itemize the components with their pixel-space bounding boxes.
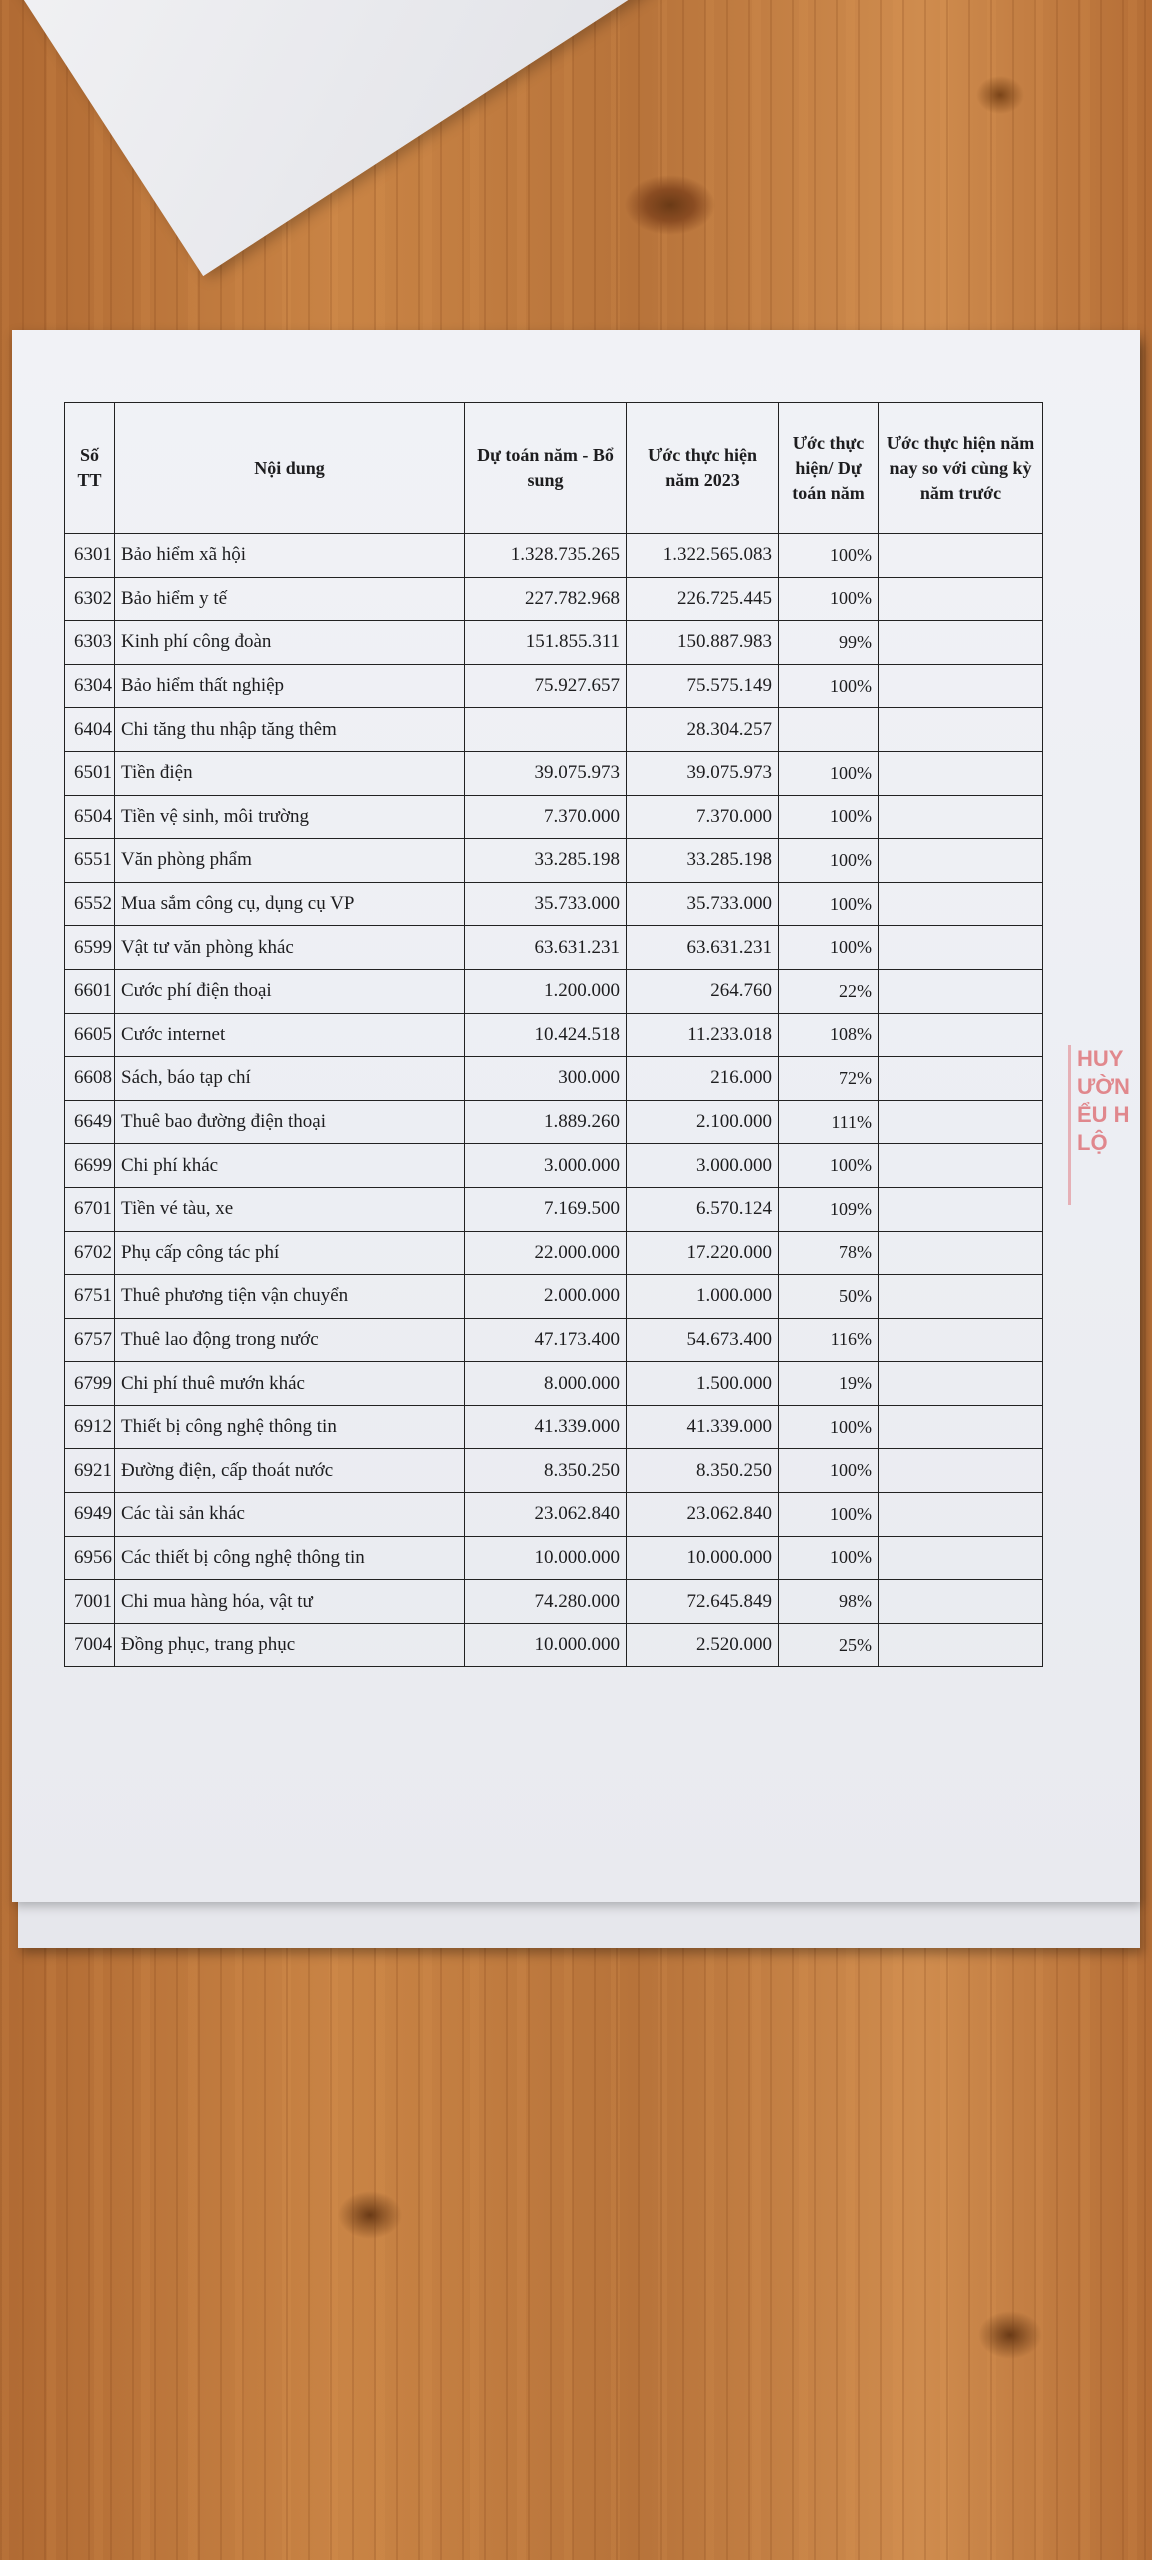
row-ratio: 72% [779,1057,879,1101]
row-content: Kinh phí công đoàn [115,621,465,665]
row-compare [879,1275,1043,1319]
row-actual: 2.100.000 [627,1100,779,1144]
row-content: Tiền vé tàu, xe [115,1187,465,1231]
table-row [65,1405,1043,1449]
row-content: Chi phí khác [115,1144,465,1188]
row-code: 6949 [65,1493,115,1537]
row-compare [879,926,1043,970]
row-actual: 39.075.973 [627,751,779,795]
row-estimate: 35.733.000 [465,882,627,926]
table-row [65,1318,1043,1362]
row-code: 6303 [65,621,115,665]
row-ratio: 100% [779,534,879,578]
row-actual: 264.760 [627,969,779,1013]
row-compare [879,1536,1043,1580]
row-estimate: 75.927.657 [465,664,627,708]
row-actual: 63.631.231 [627,926,779,970]
header-stt: Số TT [65,403,115,534]
row-compare [879,577,1043,621]
row-actual: 8.350.250 [627,1449,779,1493]
table-row [65,751,1043,795]
table-row [65,1275,1043,1319]
row-ratio: 109% [779,1187,879,1231]
row-content: Vật tư văn phòng khác [115,926,465,970]
row-compare [879,1580,1043,1624]
row-estimate: 227.782.968 [465,577,627,621]
row-ratio: 100% [779,1405,879,1449]
row-content: Tiền vệ sinh, môi trường [115,795,465,839]
row-code: 6601 [65,969,115,1013]
row-ratio: 100% [779,664,879,708]
stamp-text-2: ƯỜN [1077,1074,1130,1099]
table-row [65,1362,1043,1406]
row-content: Sách, báo tạp chí [115,1057,465,1101]
row-content: Phụ cấp công tác phí [115,1231,465,1275]
row-compare [879,1100,1043,1144]
row-actual: 1.322.565.083 [627,534,779,578]
row-content: Đồng phục, trang phục [115,1623,465,1667]
table-row [65,926,1043,970]
row-compare [879,1362,1043,1406]
row-estimate: 39.075.973 [465,751,627,795]
row-ratio: 100% [779,926,879,970]
row-code: 6552 [65,882,115,926]
row-code: 6702 [65,1231,115,1275]
row-content: Bảo hiểm thất nghiệp [115,664,465,708]
row-estimate: 63.631.231 [465,926,627,970]
row-compare [879,1231,1043,1275]
row-ratio: 22% [779,969,879,1013]
row-content: Thuê bao đường điện thoại [115,1100,465,1144]
row-ratio: 100% [779,1536,879,1580]
row-ratio: 100% [779,1449,879,1493]
row-ratio: 50% [779,1275,879,1319]
row-ratio: 99% [779,621,879,665]
header-estimate: Dự toán năm - Bổ sung [465,403,627,534]
row-actual: 226.725.445 [627,577,779,621]
table-row [65,1231,1043,1275]
row-actual: 17.220.000 [627,1231,779,1275]
row-actual: 150.887.983 [627,621,779,665]
row-code: 6605 [65,1013,115,1057]
row-estimate: 151.855.311 [465,621,627,665]
row-actual: 35.733.000 [627,882,779,926]
table-row [65,1623,1043,1667]
row-code: 6404 [65,708,115,752]
row-actual: 41.339.000 [627,1405,779,1449]
row-code: 6608 [65,1057,115,1101]
table-row [65,882,1043,926]
row-estimate: 74.280.000 [465,1580,627,1624]
table-header-row [65,403,1043,534]
row-code: 6649 [65,1100,115,1144]
row-content: Cước phí điện thoại [115,969,465,1013]
row-ratio: 25% [779,1623,879,1667]
row-compare [879,839,1043,883]
row-content: Chi tăng thu nhập tăng thêm [115,708,465,752]
table-row [65,969,1043,1013]
row-actual: 1.000.000 [627,1275,779,1319]
row-ratio: 111% [779,1100,879,1144]
budget-table [64,402,1043,1667]
row-actual: 7.370.000 [627,795,779,839]
table-row [65,534,1043,578]
row-actual: 75.575.149 [627,664,779,708]
table-row [65,1100,1043,1144]
table-row [65,664,1043,708]
row-ratio: 100% [779,1144,879,1188]
row-code: 6599 [65,926,115,970]
row-estimate: 1.200.000 [465,969,627,1013]
row-estimate: 33.285.198 [465,839,627,883]
row-code: 6921 [65,1449,115,1493]
background-paper-sheet [0,0,723,276]
row-ratio: 100% [779,795,879,839]
table-row [65,795,1043,839]
row-code: 6956 [65,1536,115,1580]
row-estimate: 22.000.000 [465,1231,627,1275]
table-row [65,1144,1043,1188]
row-compare [879,969,1043,1013]
row-ratio: 100% [779,577,879,621]
row-content: Thuê lao động trong nước [115,1318,465,1362]
row-compare [879,534,1043,578]
header-compare: Ước thực hiện năm nay so với cùng kỳ năm trước [879,403,1043,534]
row-actual: 2.520.000 [627,1623,779,1667]
row-code: 6304 [65,664,115,708]
row-code: 7004 [65,1623,115,1667]
stamp-text-4: LỘ [1077,1130,1108,1155]
row-compare [879,1405,1043,1449]
row-actual: 1.500.000 [627,1362,779,1406]
row-compare [879,1187,1043,1231]
stamp-text-1: HUY [1077,1046,1124,1071]
row-ratio: 100% [779,839,879,883]
row-code: 6757 [65,1318,115,1362]
table-row [65,1536,1043,1580]
header-actual: Ước thực hiện năm 2023 [627,403,779,534]
row-ratio: 100% [779,882,879,926]
row-compare [879,1449,1043,1493]
row-actual: 10.000.000 [627,1536,779,1580]
row-compare [879,1623,1043,1667]
row-content: Các thiết bị công nghệ thông tin [115,1536,465,1580]
table-row [65,1013,1043,1057]
row-compare [879,621,1043,665]
row-code: 6912 [65,1405,115,1449]
table-row [65,839,1043,883]
row-compare [879,1013,1043,1057]
row-content: Chi phí thuê mướn khác [115,1362,465,1406]
row-code: 6504 [65,795,115,839]
row-compare [879,1144,1043,1188]
row-content: Các tài sản khác [115,1493,465,1537]
table-row [65,1493,1043,1537]
row-content: Mua sắm công cụ, dụng cụ VP [115,882,465,926]
row-compare [879,1318,1043,1362]
row-estimate: 10.000.000 [465,1623,627,1667]
row-estimate [465,708,627,752]
row-estimate: 8.000.000 [465,1362,627,1406]
row-actual: 6.570.124 [627,1187,779,1231]
row-code: 6301 [65,534,115,578]
row-content: Văn phòng phẩm [115,839,465,883]
row-estimate: 300.000 [465,1057,627,1101]
row-code: 6501 [65,751,115,795]
row-code: 6699 [65,1144,115,1188]
row-ratio: 116% [779,1318,879,1362]
row-compare [879,751,1043,795]
row-ratio: 78% [779,1231,879,1275]
row-content: Thiết bị công nghệ thông tin [115,1405,465,1449]
row-code: 6799 [65,1362,115,1406]
row-compare [879,795,1043,839]
row-estimate: 8.350.250 [465,1449,627,1493]
row-actual: 11.233.018 [627,1013,779,1057]
row-compare [879,882,1043,926]
stamp-text-3: ỂU H [1077,1102,1130,1127]
row-content: Tiền điện [115,751,465,795]
table-row [65,621,1043,665]
row-compare [879,664,1043,708]
header-ratio: Ước thực hiện/ Dự toán năm [779,403,879,534]
row-actual: 54.673.400 [627,1318,779,1362]
row-ratio: 19% [779,1362,879,1406]
row-actual: 28.304.257 [627,708,779,752]
table-row [65,1580,1043,1624]
row-ratio: 100% [779,1493,879,1537]
table-row [65,577,1043,621]
row-estimate: 1.328.735.265 [465,534,627,578]
row-ratio: 98% [779,1580,879,1624]
table-row [65,1187,1043,1231]
row-ratio [779,708,879,752]
row-actual: 33.285.198 [627,839,779,883]
row-estimate: 10.424.518 [465,1013,627,1057]
row-content: Bảo hiểm xã hội [115,534,465,578]
row-estimate: 1.889.260 [465,1100,627,1144]
table-row [65,708,1043,752]
row-estimate: 2.000.000 [465,1275,627,1319]
row-compare [879,1493,1043,1537]
row-content: Đường điện, cấp thoát nước [115,1449,465,1493]
header-content: Nội dung [115,403,465,534]
row-code: 6302 [65,577,115,621]
row-code: 6751 [65,1275,115,1319]
row-ratio: 108% [779,1013,879,1057]
row-actual: 23.062.840 [627,1493,779,1537]
row-content: Cước internet [115,1013,465,1057]
table-body [65,534,1043,1667]
row-estimate: 3.000.000 [465,1144,627,1188]
row-estimate: 7.169.500 [465,1187,627,1231]
row-content: Bảo hiểm y tế [115,577,465,621]
row-content: Chi mua hàng hóa, vật tư [115,1580,465,1624]
row-actual: 72.645.849 [627,1580,779,1624]
row-code: 7001 [65,1580,115,1624]
table-row [65,1057,1043,1101]
row-compare [879,1057,1043,1101]
table-row [65,1449,1043,1493]
row-content: Thuê phương tiện vận chuyển [115,1275,465,1319]
row-estimate: 7.370.000 [465,795,627,839]
row-actual: 3.000.000 [627,1144,779,1188]
row-estimate: 47.173.400 [465,1318,627,1362]
row-code: 6551 [65,839,115,883]
red-stamp-partial [1068,1045,1147,1205]
row-code: 6701 [65,1187,115,1231]
row-estimate: 10.000.000 [465,1536,627,1580]
row-ratio: 100% [779,751,879,795]
row-actual: 216.000 [627,1057,779,1101]
row-estimate: 23.062.840 [465,1493,627,1537]
row-estimate: 41.339.000 [465,1405,627,1449]
row-compare [879,708,1043,752]
